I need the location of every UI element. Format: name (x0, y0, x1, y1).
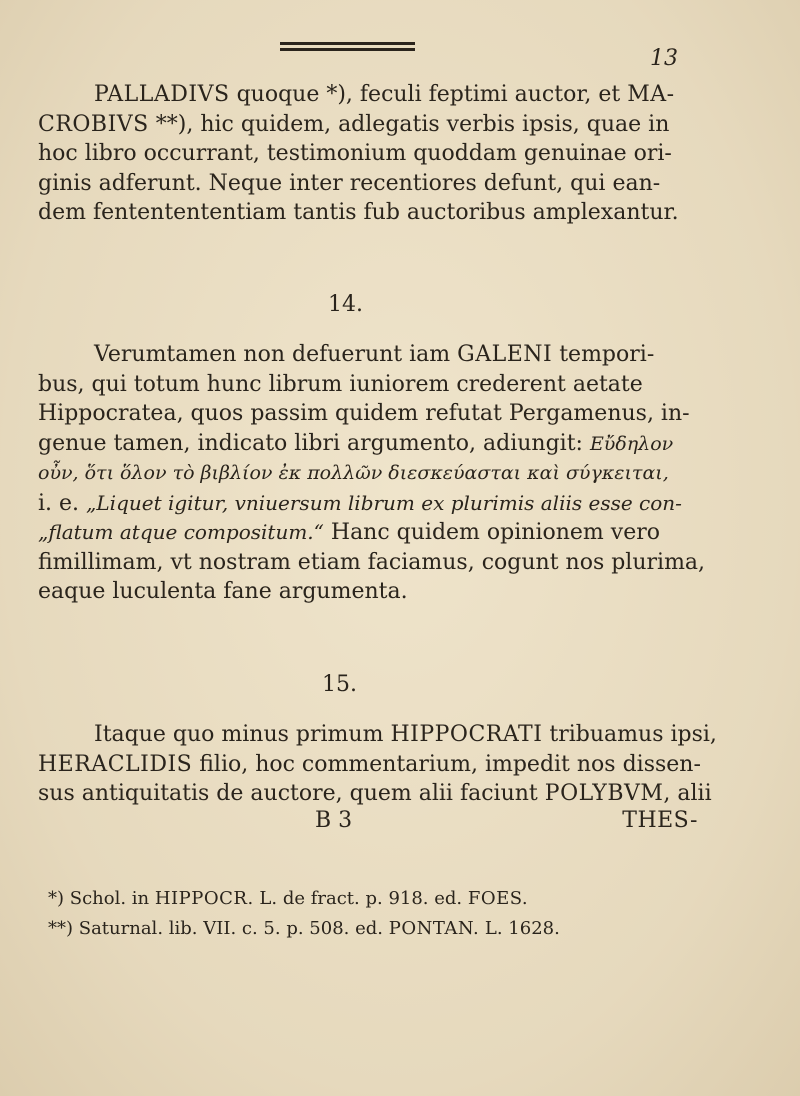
text-line: genue tamen, indicato libri argumento, adiungit: Εὔδηλον (38, 430, 674, 456)
paragraph-1 (38, 80, 678, 228)
footnotes (48, 884, 668, 944)
text-line: Verumtamen non defuerunt iam GALENI tempori- (94, 342, 655, 367)
text-line: eaque luculenta fane argumenta. (38, 579, 408, 604)
text-line: HERACLIDIS filio, hoc commentarium, impedit nos dissen- (38, 751, 701, 777)
text-line: ginis adferunt. Neque inter recentiores defunt, qui ean- (38, 170, 661, 196)
catchword: THES- (622, 808, 698, 833)
section-number-15: 15. (322, 672, 357, 697)
paragraph-3 (38, 720, 717, 809)
text-line: bus, qui totum hunc librum iuniorem crederent aetate (38, 371, 643, 397)
text-line: i. e. „Liquet igitur, vniuersum librum ex plurimis aliis esse con- (38, 490, 682, 516)
text-line: CROBIVS **), hic quidem, adlegatis verbis ipsis, quae in (38, 111, 670, 137)
header-ornament-rule (280, 42, 415, 51)
footnote-1: *) Schol. in HIPPOCR. L. de fract. p. 918. ed. FOES. (48, 888, 529, 909)
section-number-14: 14. (328, 292, 363, 317)
text-line: PALLADIVS quoque *), feculi feptimi auctor, et MA- (94, 82, 675, 107)
footnote-2: **) Saturnal. lib. VII. c. 5. p. 508. ed. PONTAN. L. 1628. (48, 918, 560, 939)
text-line: hoc libro occurrant, testimonium quoddam genuinae ori- (38, 141, 672, 166)
signature-mark: B 3 (315, 808, 353, 833)
text-line: fimillimam, vt nostram etiam faciamus, cogunt nos plurima, (38, 549, 706, 575)
greek-quotation-line: οὖν, ὅτι ὅλον τὸ βιβλίον ἐκ πολλῶν διεσκεύασται καὶ σύγκειται, (38, 462, 669, 484)
text-line: Hippocratea, quos passim quidem refutat Pergamenus, in- (38, 401, 690, 426)
text-line: dem fententententiam tantis fub auctoribus amplexantur. (38, 200, 679, 225)
paragraph-2 (38, 340, 706, 607)
text-line: „flatum atque compositum.“ Hanc quidem opinionem vero (38, 520, 660, 545)
text-line: sus antiquitatis de auctore, quem alii faciunt POLYBVM, alii (38, 781, 712, 806)
text-line: Itaque quo minus primum HIPPOCRATI tribuamus ipsi, (94, 722, 717, 747)
page-number: 13 (650, 46, 678, 71)
